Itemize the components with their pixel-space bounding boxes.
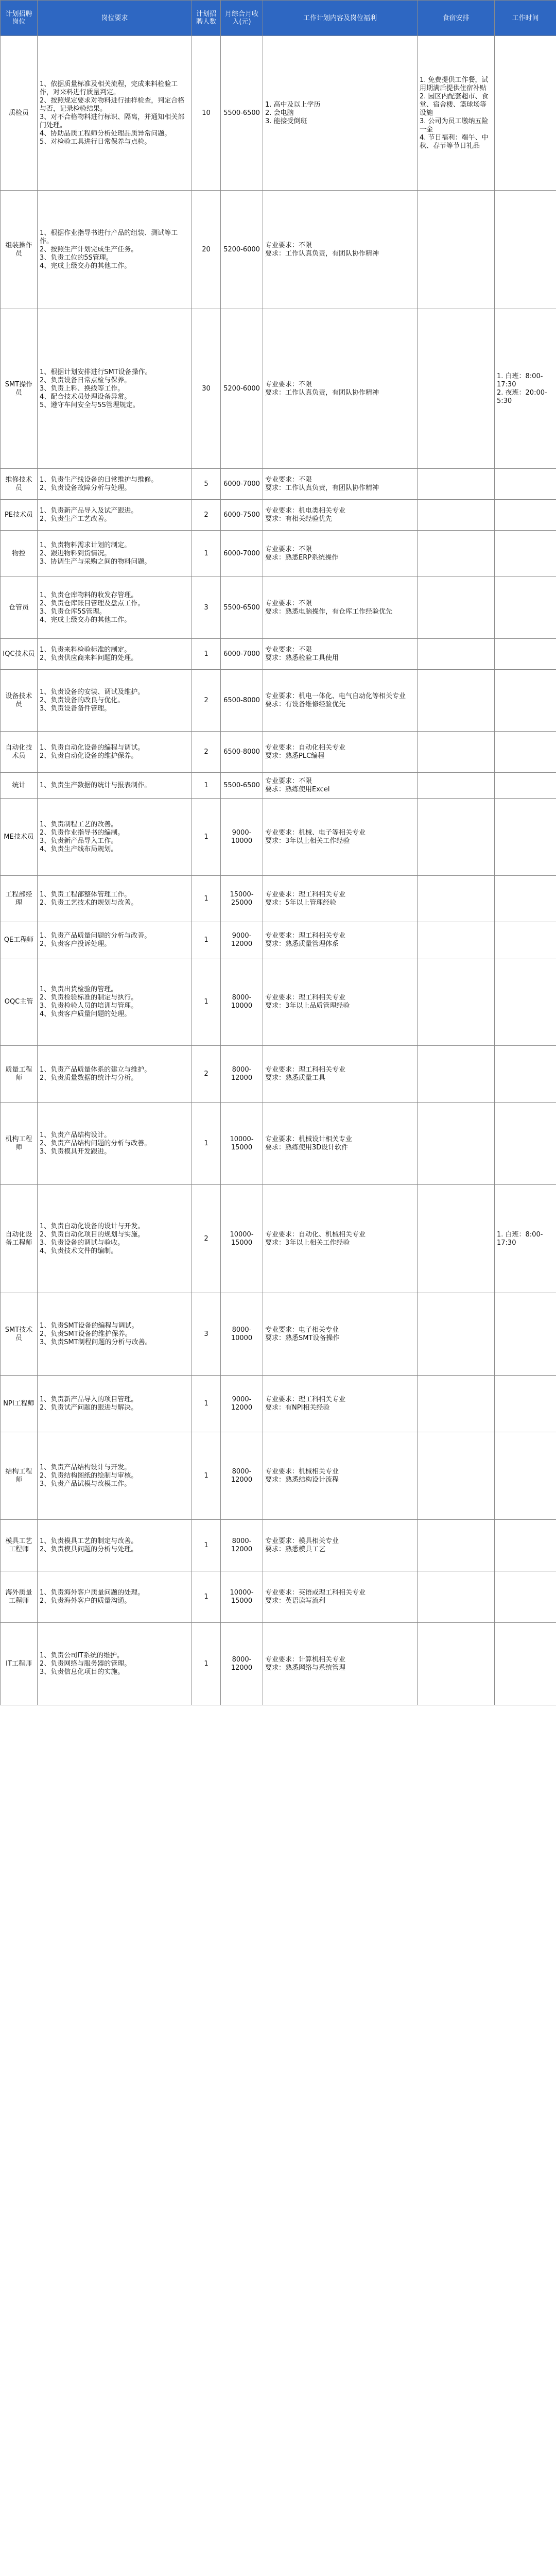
requirements-cell: 1、负责产品质量问题的分析与改善。 2、负责客户投诉处理。 [38,922,192,958]
salary-cell: 15000-25000 [221,876,263,922]
requirements-cell: 1、根据作业指导书进行产品的组装、测试等工作。 2、按照生产计划完成生产任务。 3、负责工位的5S管理。 4、完成上级交办的其他工作。 [38,191,192,309]
table-row [1,876,556,922]
table-row [1,1376,556,1432]
salary-cell: 10000-15000 [221,1571,263,1623]
accommodation-cell [418,1376,495,1432]
plan-cell: 专业要求：不限 要求：工作认真负责，有团队协作精神 [263,469,418,500]
count-cell: 1 [192,1520,221,1571]
plan-cell: 专业要求：理工科相关专业 要求：熟悉质量工具 [263,1046,418,1103]
plan-cell: 专业要求：机电一体化、电气自动化等相关专业 要求：有设备维修经验优先 [263,670,418,732]
position-cell: 质量工程师 [1,1046,38,1103]
plan-cell: 专业要求：机械设计相关专业 要求：熟练使用3D设计软件 [263,1103,418,1185]
requirements-cell: 1、负责工程部整体管理工作。 2、负责工艺技术的规划与改善。 [38,876,192,922]
plan-cell: 专业要求：不限 要求：工作认真负责，有团队协作精神 [263,191,418,309]
plan-cell: 专业要求：机电类相关专业 要求：有相关经验优先 [263,500,418,531]
count-cell: 2 [192,1046,221,1103]
salary-cell: 9000-10000 [221,799,263,876]
accommodation-cell [418,876,495,922]
count-cell: 2 [192,500,221,531]
salary-cell: 9000-12000 [221,1376,263,1432]
count-cell: 3 [192,1293,221,1376]
accommodation-cell [418,922,495,958]
table-row [1,500,556,531]
hours-cell [495,773,556,799]
position-cell: 自动化技术员 [1,732,38,773]
salary-cell: 5500-6500 [221,36,263,191]
requirements-cell: 1、负责自动化设备的设计与开发。 2、负责自动化项目的规划与实施。 3、负责设备的调试与验收。 4、负责技术文件的编制。 [38,1185,192,1293]
header-row [1,1,556,36]
table-row [1,732,556,773]
accommodation-cell: 1. 免费提供工作餐，试用期满后提供住宿补贴 2. 园区内配套超市、食堂、宿舍楼、篮球场等设施 3. 公司为员工缴纳五险一金 4. 节日福利：端午、中秋、春节等节日礼品 [418,36,495,191]
table-row [1,639,556,670]
accommodation-cell [418,577,495,639]
position-cell: SMT技术员 [1,1293,38,1376]
plan-cell: 专业要求：不限 要求：熟悉ERP系统操作 [263,531,418,577]
count-cell: 1 [192,958,221,1046]
table-row [1,958,556,1046]
table-row [1,1185,556,1293]
table-row [1,1046,556,1103]
table-row [1,1571,556,1623]
position-cell: ME技术员 [1,799,38,876]
plan-cell: 1. 高中及以上学历 2. 会电脑 3. 能接受倒班 [263,36,418,191]
table-row [1,531,556,577]
table-row [1,799,556,876]
hours-cell [495,639,556,670]
hours-cell [495,469,556,500]
accommodation-cell [418,1293,495,1376]
accommodation-cell [418,1432,495,1520]
hours-cell: 1. 白班：8:00-17:30 [495,1185,556,1293]
position-cell: PE技术员 [1,500,38,531]
table-body [1,36,556,1705]
plan-cell: 专业要求：自动化、机械相关专业 要求：3年以上相关工作经验 [263,1185,418,1293]
salary-cell: 5200-6000 [221,191,263,309]
accommodation-cell [418,1046,495,1103]
accommodation-cell [418,773,495,799]
hours-cell [495,1103,556,1185]
accommodation-cell [418,1185,495,1293]
plan-cell: 专业要求：理工科相关专业 要求：有NPI相关经验 [263,1376,418,1432]
count-cell: 1 [192,531,221,577]
salary-cell: 5500-6500 [221,577,263,639]
count-cell: 2 [192,1185,221,1293]
position-cell: 海外质量工程师 [1,1571,38,1623]
accommodation-cell [418,732,495,773]
header-accommodation: 食宿安排 [418,1,495,36]
table-row [1,1623,556,1705]
accommodation-cell [418,469,495,500]
hours-cell [495,1046,556,1103]
plan-cell: 专业要求：不限 要求：熟悉检验工具使用 [263,639,418,670]
position-cell: 统计 [1,773,38,799]
plan-cell: 专业要求：自动化相关专业 要求：熟悉PLC编程 [263,732,418,773]
accommodation-cell [418,1623,495,1705]
hours-cell [495,670,556,732]
plan-cell: 专业要求：计算机相关专业 要求：熟悉网络与系统管理 [263,1623,418,1705]
position-cell: IQC技术员 [1,639,38,670]
position-cell: 设备技术员 [1,670,38,732]
accommodation-cell [418,958,495,1046]
header-plan: 工作计划内容及岗位福利 [263,1,418,36]
salary-cell: 8000-12000 [221,1623,263,1705]
salary-cell: 5200-6000 [221,309,263,469]
plan-cell: 专业要求：机械、电子等相关专业 要求：3年以上相关工作经验 [263,799,418,876]
position-cell: OQC主管 [1,958,38,1046]
table-row [1,670,556,732]
accommodation-cell [418,309,495,469]
header-count: 计划招聘人数 [192,1,221,36]
hours-cell [495,799,556,876]
hours-cell [495,500,556,531]
salary-cell: 8000-10000 [221,1293,263,1376]
position-cell: 维修技术员 [1,469,38,500]
table-row [1,191,556,309]
requirements-cell: 1、负责新产品导入的项目管理。 2、负责试产问题的跟进与解决。 [38,1376,192,1432]
count-cell: 1 [192,1103,221,1185]
table-row [1,1432,556,1520]
count-cell: 2 [192,670,221,732]
table-row [1,1103,556,1185]
table-row [1,469,556,500]
count-cell: 1 [192,639,221,670]
count-cell: 20 [192,191,221,309]
count-cell: 2 [192,732,221,773]
plan-cell: 专业要求：机械相关专业 要求：熟悉结构设计流程 [263,1432,418,1520]
hours-cell [495,191,556,309]
salary-cell: 6000-7000 [221,469,263,500]
salary-cell: 6000-7500 [221,500,263,531]
count-cell: 1 [192,773,221,799]
plan-cell: 专业要求：电子相关专业 要求：熟悉SMT设备操作 [263,1293,418,1376]
requirements-cell: 1、负责生产数据的统计与报表制作。 [38,773,192,799]
plan-cell: 专业要求：理工科相关专业 要求：熟悉质量管理体系 [263,922,418,958]
position-cell: 机构工程师 [1,1103,38,1185]
plan-cell: 专业要求：不限 要求：熟练使用Excel [263,773,418,799]
salary-cell: 9000-12000 [221,922,263,958]
count-cell: 1 [192,1376,221,1432]
hours-cell: 1. 白班：8:00-17:30 2. 夜班：20:00-5:30 [495,309,556,469]
accommodation-cell [418,1520,495,1571]
position-cell: 组装操作员 [1,191,38,309]
accommodation-cell [418,500,495,531]
accommodation-cell [418,191,495,309]
salary-cell: 6000-7000 [221,639,263,670]
salary-cell: 8000-12000 [221,1046,263,1103]
requirements-cell: 1、负责SMT设备的编程与调试。 2、负责SMT设备的维护保养。 3、负责SMT制程问题的分析与改善。 [38,1293,192,1376]
position-cell: 工程部经理 [1,876,38,922]
salary-cell: 8000-12000 [221,1520,263,1571]
accommodation-cell [418,1571,495,1623]
hours-cell [495,1623,556,1705]
hours-cell [495,1376,556,1432]
hours-cell [495,876,556,922]
count-cell: 1 [192,799,221,876]
requirements-cell: 1、负责产品质量体系的建立与维护。 2、负责质量数据的统计与分析。 [38,1046,192,1103]
position-cell: 结构工程师 [1,1432,38,1520]
position-cell: SMT操作员 [1,309,38,469]
hours-cell [495,1293,556,1376]
header-requirements: 岗位要求 [38,1,192,36]
header-hours: 工作时间 [495,1,556,36]
requirements-cell: 1、负责物料需求计划的制定。 2、跟进物料到货情况。 3、协调生产与采购之间的物料问题。 [38,531,192,577]
position-cell: 仓管员 [1,577,38,639]
position-cell: 自动化设备工程师 [1,1185,38,1293]
requirements-cell: 1、负责仓库物料的收发存管理。 2、负责仓库账目管理及盘点工作。 3、负责仓库5S管理。 4、完成上级交办的其他工作。 [38,577,192,639]
accommodation-cell [418,531,495,577]
requirements-cell: 1、负责公司IT系统的维护。 2、负责网络与服务器的管理。 3、负责信息化项目的实施。 [38,1623,192,1705]
table-row [1,773,556,799]
salary-cell: 6500-8000 [221,670,263,732]
count-cell: 1 [192,876,221,922]
count-cell: 1 [192,1571,221,1623]
position-cell: 物控 [1,531,38,577]
table-row [1,1293,556,1376]
hours-cell [495,577,556,639]
count-cell: 1 [192,1432,221,1520]
count-cell: 5 [192,469,221,500]
accommodation-cell [418,639,495,670]
position-cell: QE工程师 [1,922,38,958]
position-cell: IT工程师 [1,1623,38,1705]
hours-cell [495,1571,556,1623]
accommodation-cell [418,799,495,876]
header-position: 计划招聘岗位 [1,1,38,36]
requirements-cell: 1、负责生产线设备的日常维护与维修。 2、负责设备故障分析与处理。 [38,469,192,500]
requirements-cell: 1、负责海外客户质量问题的处理。 2、负责海外客户的质量沟通。 [38,1571,192,1623]
salary-cell: 8000-12000 [221,1432,263,1520]
header-salary: 月综合月收入(元) [221,1,263,36]
plan-cell: 专业要求：理工科相关专业 要求：5年以上管理经验 [263,876,418,922]
plan-cell: 专业要求：不限 要求：工作认真负责，有团队协作精神 [263,309,418,469]
requirements-cell: 1、负责模具工艺的制定与改善。 2、负责模具问题的分析与处理。 [38,1520,192,1571]
accommodation-cell [418,1103,495,1185]
plan-cell: 专业要求：英语或理工科相关专业 要求：英语读写流利 [263,1571,418,1623]
position-cell: 质检员 [1,36,38,191]
requirements-cell: 1、负责出货检验的管理。 2、负责检验标准的制定与执行。 3、负责检验人员的培训与管理。 4、负责客户质量问题的处理。 [38,958,192,1046]
requirements-cell: 1、根据计划安排进行SMT设备操作。 2、负责设备日常点检与保养。 3、负责上料、换线等工作。 4、配合技术员处理设备异常。 5、遵守车间安全与5S管理规定。 [38,309,192,469]
salary-cell: 5500-6500 [221,773,263,799]
requirements-cell: 1、依据质量标准及相关流程，完成来料检验工作，对来料进行质量判定。 2、按照规定要求对物料进行抽样检查，判定合格与否，记录检验结果。 3、对不合格物料进行标识、隔离，并通知相关部门处理。 4、协助品质工程师分析处理品质异常问题。 5、对检验工具进行日常保养与点检。 [38,36,192,191]
count-cell: 1 [192,1623,221,1705]
salary-cell: 10000-15000 [221,1103,263,1185]
hours-cell [495,958,556,1046]
accommodation-cell [418,670,495,732]
plan-cell: 专业要求：不限 要求：熟悉电脑操作，有仓库工作经验优先 [263,577,418,639]
requirements-cell: 1、负责新产品导入及试产跟进。 2、负责生产工艺改善。 [38,500,192,531]
plan-cell: 专业要求：理工科相关专业 要求：3年以上品质管理经验 [263,958,418,1046]
table-row [1,922,556,958]
requirements-cell: 1、负责设备的安装、调试及维护。 2、负责设备的改良与优化。 3、负责设备备件管理。 [38,670,192,732]
requirements-cell: 1、负责制程工艺的改善。 2、负责作业指导书的编制。 3、负责新产品导入工作。 4、负责生产线布局规划。 [38,799,192,876]
hours-cell [495,732,556,773]
table-row [1,309,556,469]
position-cell: 模具工艺工程师 [1,1520,38,1571]
table-row [1,1520,556,1571]
requirements-cell: 1、负责自动化设备的编程与调试。 2、负责自动化设备的维护保养。 [38,732,192,773]
salary-cell: 10000-15000 [221,1185,263,1293]
salary-cell: 6000-7000 [221,531,263,577]
table-row [1,577,556,639]
requirements-cell: 1、负责产品结构设计与开发。 2、负责结构图纸的绘制与审核。 3、负责产品试模与改模工作。 [38,1432,192,1520]
requirements-cell: 1、负责来料检验标准的制定。 2、负责供应商来料问题的处理。 [38,639,192,670]
salary-cell: 6500-8000 [221,732,263,773]
count-cell: 1 [192,922,221,958]
count-cell: 3 [192,577,221,639]
hours-cell [495,1520,556,1571]
salary-cell: 8000-10000 [221,958,263,1046]
plan-cell: 专业要求：模具相关专业 要求：熟悉模具工艺 [263,1520,418,1571]
table-row [1,36,556,191]
hours-cell [495,36,556,191]
hours-cell [495,531,556,577]
count-cell: 30 [192,309,221,469]
position-cell: NPI工程师 [1,1376,38,1432]
hours-cell [495,1432,556,1520]
count-cell: 10 [192,36,221,191]
hours-cell [495,922,556,958]
requirements-cell: 1、负责产品结构设计。 2、负责产品结构问题的分析与改善。 3、负责模具开发跟进。 [38,1103,192,1185]
